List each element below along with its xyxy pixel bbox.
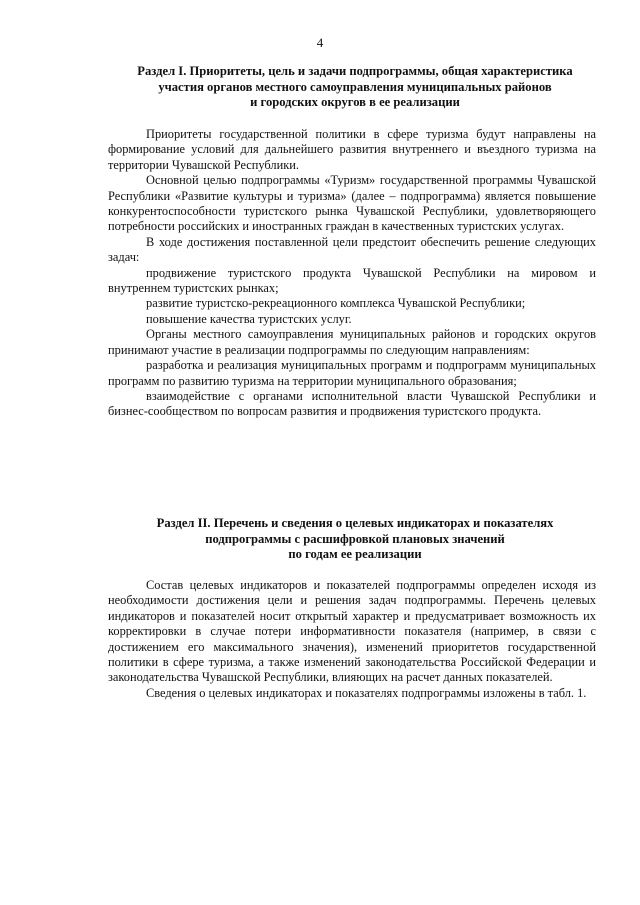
paragraph: взаимодействие с органами исполнительной власти Чувашской Республики и бизнес-сообществом по вопросам развития и продвижения туристского продукта. bbox=[108, 388, 596, 419]
paragraph: Состав целевых индикаторов и показателей подпрограммы определен исходя из необходимости достижения цели и решения задач подпрограммы. Перечень целевых индикаторов и показателей носит открытый характер и предусматривает возможность их корректировки в случае потери информативности показателя (например, в связи с достижением его максимального значения), изменений приоритетов государственной политики в сфере туризма, а также изменений законодательства Российской Федерации и законодательства Чувашской Республики, влияющих на расчет данных показателей. bbox=[108, 578, 596, 685]
section-2-heading-line: подпрограммы с расшифровкой плановых значений bbox=[205, 531, 505, 546]
paragraph: развитие туристско-рекреационного комплекса Чувашской Республики; bbox=[146, 296, 526, 311]
paragraph: разработка и реализация муниципальных программ и подпрограмм муниципальных программ по развитию туризма на территории муниципального образования; bbox=[108, 358, 596, 388]
section-2-heading bbox=[100, 516, 610, 563]
section-2-heading-line: по годам ее реализации bbox=[288, 547, 422, 561]
section-1-heading-line: и городских округов в ее реализации bbox=[250, 95, 460, 109]
paragraph: продвижение туристского продукта Чувашской Республики на мировом и внутреннем туристских рынках; bbox=[108, 265, 596, 296]
section-1-heading bbox=[100, 64, 610, 111]
section-1-body bbox=[108, 127, 596, 420]
section-2-heading-line: Раздел II. Перечень и сведения о целевых индикаторах и показателях bbox=[156, 516, 554, 530]
section-1-heading-line: участия органов местного самоуправления муниципальных районов bbox=[158, 79, 552, 94]
paragraph: Сведения о целевых индикаторах и показателях подпрограммы изложены в табл. 1. bbox=[146, 685, 587, 700]
paragraph: Приоритеты государственной политики в сфере туризма будут направлены на формирование условий для дальнейшего развития внутреннего и въездного туризма на территории Чувашской Республики. bbox=[108, 127, 596, 172]
section-2-body bbox=[108, 578, 596, 701]
paragraph: повышение качества туристских услуг. bbox=[146, 311, 352, 326]
page-number: 4 bbox=[316, 35, 324, 50]
section-1-heading-line: Раздел I. Приоритеты, цель и задачи подпрограммы, общая характеристика bbox=[137, 64, 573, 78]
paragraph: В ходе достижения поставленной цели предстоит обеспечить решение следующих задач: bbox=[108, 234, 596, 265]
paragraph: Основной целью подпрограммы «Туризм» государственной программы Чувашской Республики «Развитие культуры и туризма» (далее – подпрограмма) является повышение конкурентоспособности туристского рынка Чувашской Республики, удовлетворяющего потребности российских и иностранных граждан в качественных туристских услугах. bbox=[108, 173, 596, 234]
paragraph: Органы местного самоуправления муниципальных районов и городских округов принимают участие в реализации подпрограммы по следующим направлениям: bbox=[108, 327, 596, 357]
